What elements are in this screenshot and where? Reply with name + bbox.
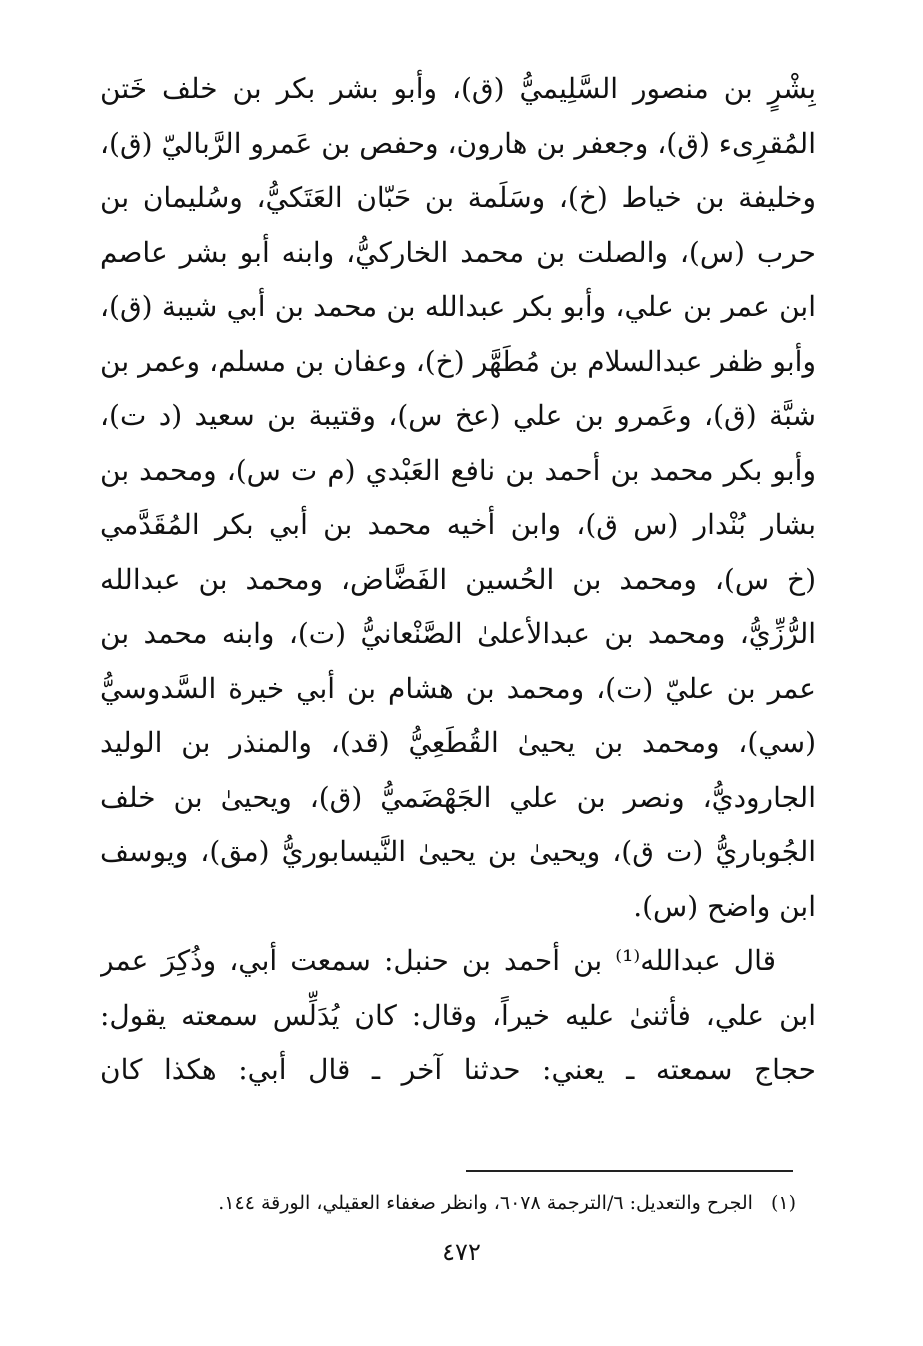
text-line: الرُّزِّيُّ، ومحمد بن عبدالأعلىٰ الصَّنْعانيُّ (ت)، وابنه محمد بن — [100, 617, 816, 650]
text-line: بِشْرٍ بن منصور السَّلِيميُّ (ق)، وأبو بشر بكر بن خلف خَتن — [100, 72, 816, 105]
page-number: ٤٧٢ — [442, 1238, 481, 1266]
text-line: عمر بن عليّ (ت)، ومحمد بن هشام بن أبي خيرة السَّدوسيُّ — [100, 671, 816, 705]
text-line: وخليفة بن خياط (خ)، وسَلَمة بن حَبّان العَتَكيُّ، وسُليمان بن — [100, 181, 816, 214]
main-text-block — [100, 62, 816, 1098]
text-line: ابن واضح (س). — [633, 889, 816, 923]
text-line: شبَّة (ق)، وعَمرو بن علي (عخ س)، وقتيبة بن سعيد (د ت)، — [100, 399, 816, 432]
text-line: الجاروديُّ، ونصر بن علي الجَهْضَميُّ (ق)، ويحيىٰ بن خلف — [100, 780, 816, 814]
text-line: الجُوباريُّ (ت ق)، ويحيىٰ بن يحيىٰ النَّيسابوريُّ (مق)، ويوسف — [100, 835, 816, 868]
text-line: حجاج سمعته ـ يعني: حدثنا آخر ـ قال أبي: هكذا كان — [100, 1053, 816, 1086]
text-line: (سي)، ومحمد بن يحيىٰ القُطَعِيُّ (قد)، والمنذر بن الوليد — [100, 726, 816, 759]
text-line: وأبو ظفر عبدالسلام بن مُطَهَّر (خ)، وعفان بن مسلم، وعمر بن — [100, 344, 816, 378]
text-line: بشار بُنْدار (س ق)، وابن أخيه محمد بن أبي بكر المُقَدَّمي — [100, 508, 816, 541]
text-line: ابن علي، فأثنىٰ عليه خيراً، وقال: كان يُدَلِّس سمعته يقول: — [100, 998, 816, 1032]
footnote — [120, 1188, 796, 1218]
footnote-divider — [466, 1170, 793, 1172]
text-line: وأبو بكر محمد بن أحمد بن نافع العَبْدي (م ت س)، ومحمد بن — [100, 453, 816, 487]
text-line: المُقرِىء (ق)، وجعفر بن هارون، وحفص بن عَمرو الرَّباليّ (ق)، — [100, 126, 816, 160]
text-line: (خ س)، ومحمد بن الحُسين الفَضَّاض، ومحمد بن عبدالله — [100, 562, 816, 596]
footnote-number: (١) — [770, 1192, 796, 1214]
text-line: حرب (س)، والصلت بن محمد الخاركيُّ، وابنه أبو بشر عاصم — [100, 235, 816, 269]
text-line: ابن عمر بن علي، وأبو بكر عبدالله بن محمد بن أبي شيبة (ق)، — [100, 290, 816, 323]
text-line: قال عبدالله⁽¹⁾ بن أحمد بن حنبل: سمعت أبي، وذُكِرَ عمر — [100, 944, 777, 977]
footnote-text: الجرح والتعديل: ٦/الترجمة ٦٠٧٨، وانظر صغفاء العقيلي، الورقة ١٤٤. — [218, 1192, 753, 1214]
